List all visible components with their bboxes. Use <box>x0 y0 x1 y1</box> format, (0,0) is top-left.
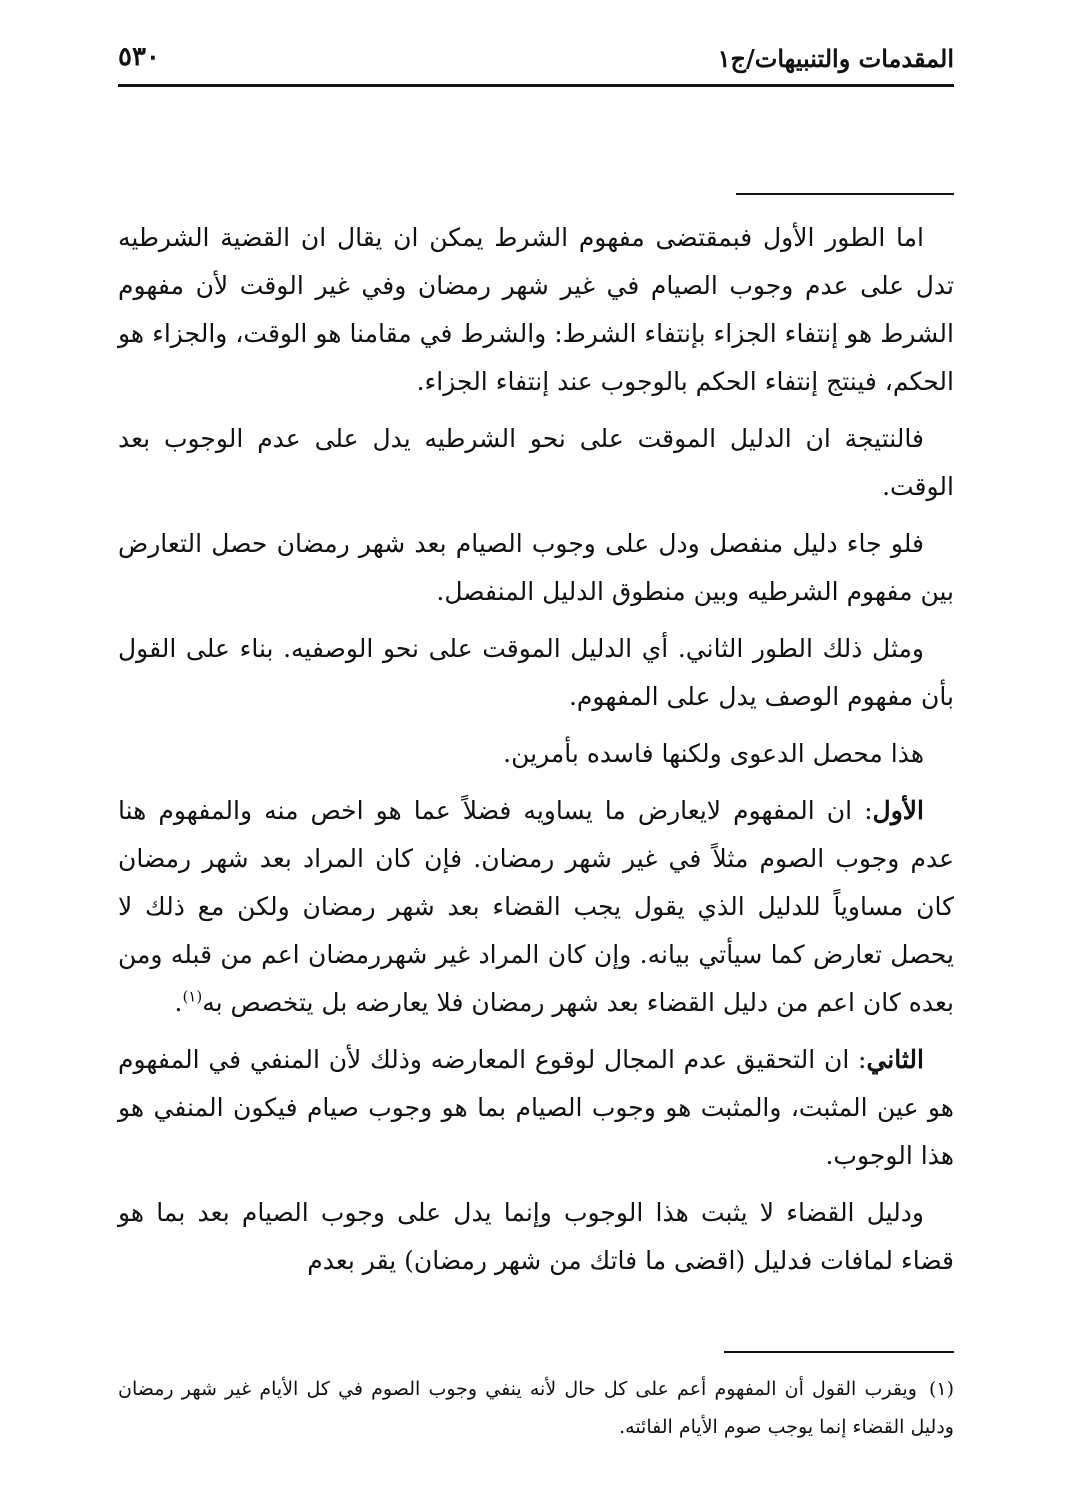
paragraph-lead-second: الثاني <box>866 1045 924 1074</box>
paragraph-tail: . <box>174 988 183 1017</box>
paragraph-lead-first: الأول <box>872 796 924 825</box>
paragraph: فالنتيجة ان الدليل الموقت على نحو الشرطيه يدل على عدم الوجوب بعد الوقت. <box>118 424 954 501</box>
footnote-divider <box>724 1351 954 1353</box>
page-number: ٥٣٠ <box>118 42 160 72</box>
footnote-number: (١) <box>928 1378 954 1400</box>
section-divider <box>736 193 954 195</box>
paragraph-body: : ان المفهوم لايعارض ما يساويه فضلاً عما هو اخص منه والمفهوم هنا عدم وجوب الصوم مثلاً في غير شهر رمضان. فإن كان المراد بعد شهر رمضان كان مساوياً للدليل الذي يقول يجب القضاء بعد شهر رمضان ولكن مع ذلك لا يحصل تعارض كما سيأتي بيانه. وإن كان المراد غير شهررمضان اعم من قبله ومن بعده كان اعم من دليل القضاء بعد شهر رمضان فلا يعارضه بل يتخصص به <box>118 796 954 1017</box>
footnote-reference[interactable]: (١) <box>182 987 203 1006</box>
paragraph: فلو جاء دليل منفصل ودل على وجوب الصيام بعد شهر رمضان حصل التعارض بين مفهوم الشرطيه وبين منطوق الدليل المنفصل. <box>118 529 954 606</box>
paragraph <box>118 787 954 1027</box>
footnote <box>118 1370 954 1446</box>
paragraph <box>118 1036 954 1180</box>
page-header <box>118 36 954 87</box>
main-text <box>118 214 954 1294</box>
paragraph: ومثل ذلك الطور الثاني. أي الدليل الموقت على نحو الوصفيه. بناء على القول بأن مفهوم الوصف يدل على المفهوم. <box>118 634 954 711</box>
paragraph: اما الطور الأول فبمقتضى مفهوم الشرط يمكن ان يقال ان القضية الشرطيه تدل على عدم وجوب الصيام في غير شهر رمضان وفي غير الوقت لأن مفهوم الشرط هو إنتفاء الجزاء بإنتفاء الشرط: والشرط في مقامنا هو الوقت، والجزاء هو الحكم، فينتج إنتفاء الحكم بالوجوب عند إنتفاء الجزاء. <box>118 223 954 396</box>
footnote-text: ويقرب القول أن المفهوم أعم على كل حال لأنه ينفي وجوب الصوم في كل الأيام غير شهر رمضان ودليل القضاء إنما يوجب صوم الأيام الفائته. <box>118 1378 954 1438</box>
paragraph: هذا محصل الدعوى ولكنها فاسده بأمرين. <box>503 739 924 768</box>
paragraph-body: : ان التحقيق عدم المجال لوقوع المعارضه وذلك لأن المنفي في المفهوم هو عين المثبت، والمثبت هو وجوب الصيام بما هو وجوب صيام فيكون المنفي هو هذا الوجوب. <box>118 1045 954 1170</box>
running-title: المقدمات والتنبيهات/ج١ <box>717 44 954 73</box>
paragraph: ودليل القضاء لا يثبت هذا الوجوب وإنما يدل على وجوب الصيام بعد بما هو قضاء لمافات فدليل (اقضى ما فاتك من شهر رمضان) يقر بعدم <box>118 1198 954 1275</box>
